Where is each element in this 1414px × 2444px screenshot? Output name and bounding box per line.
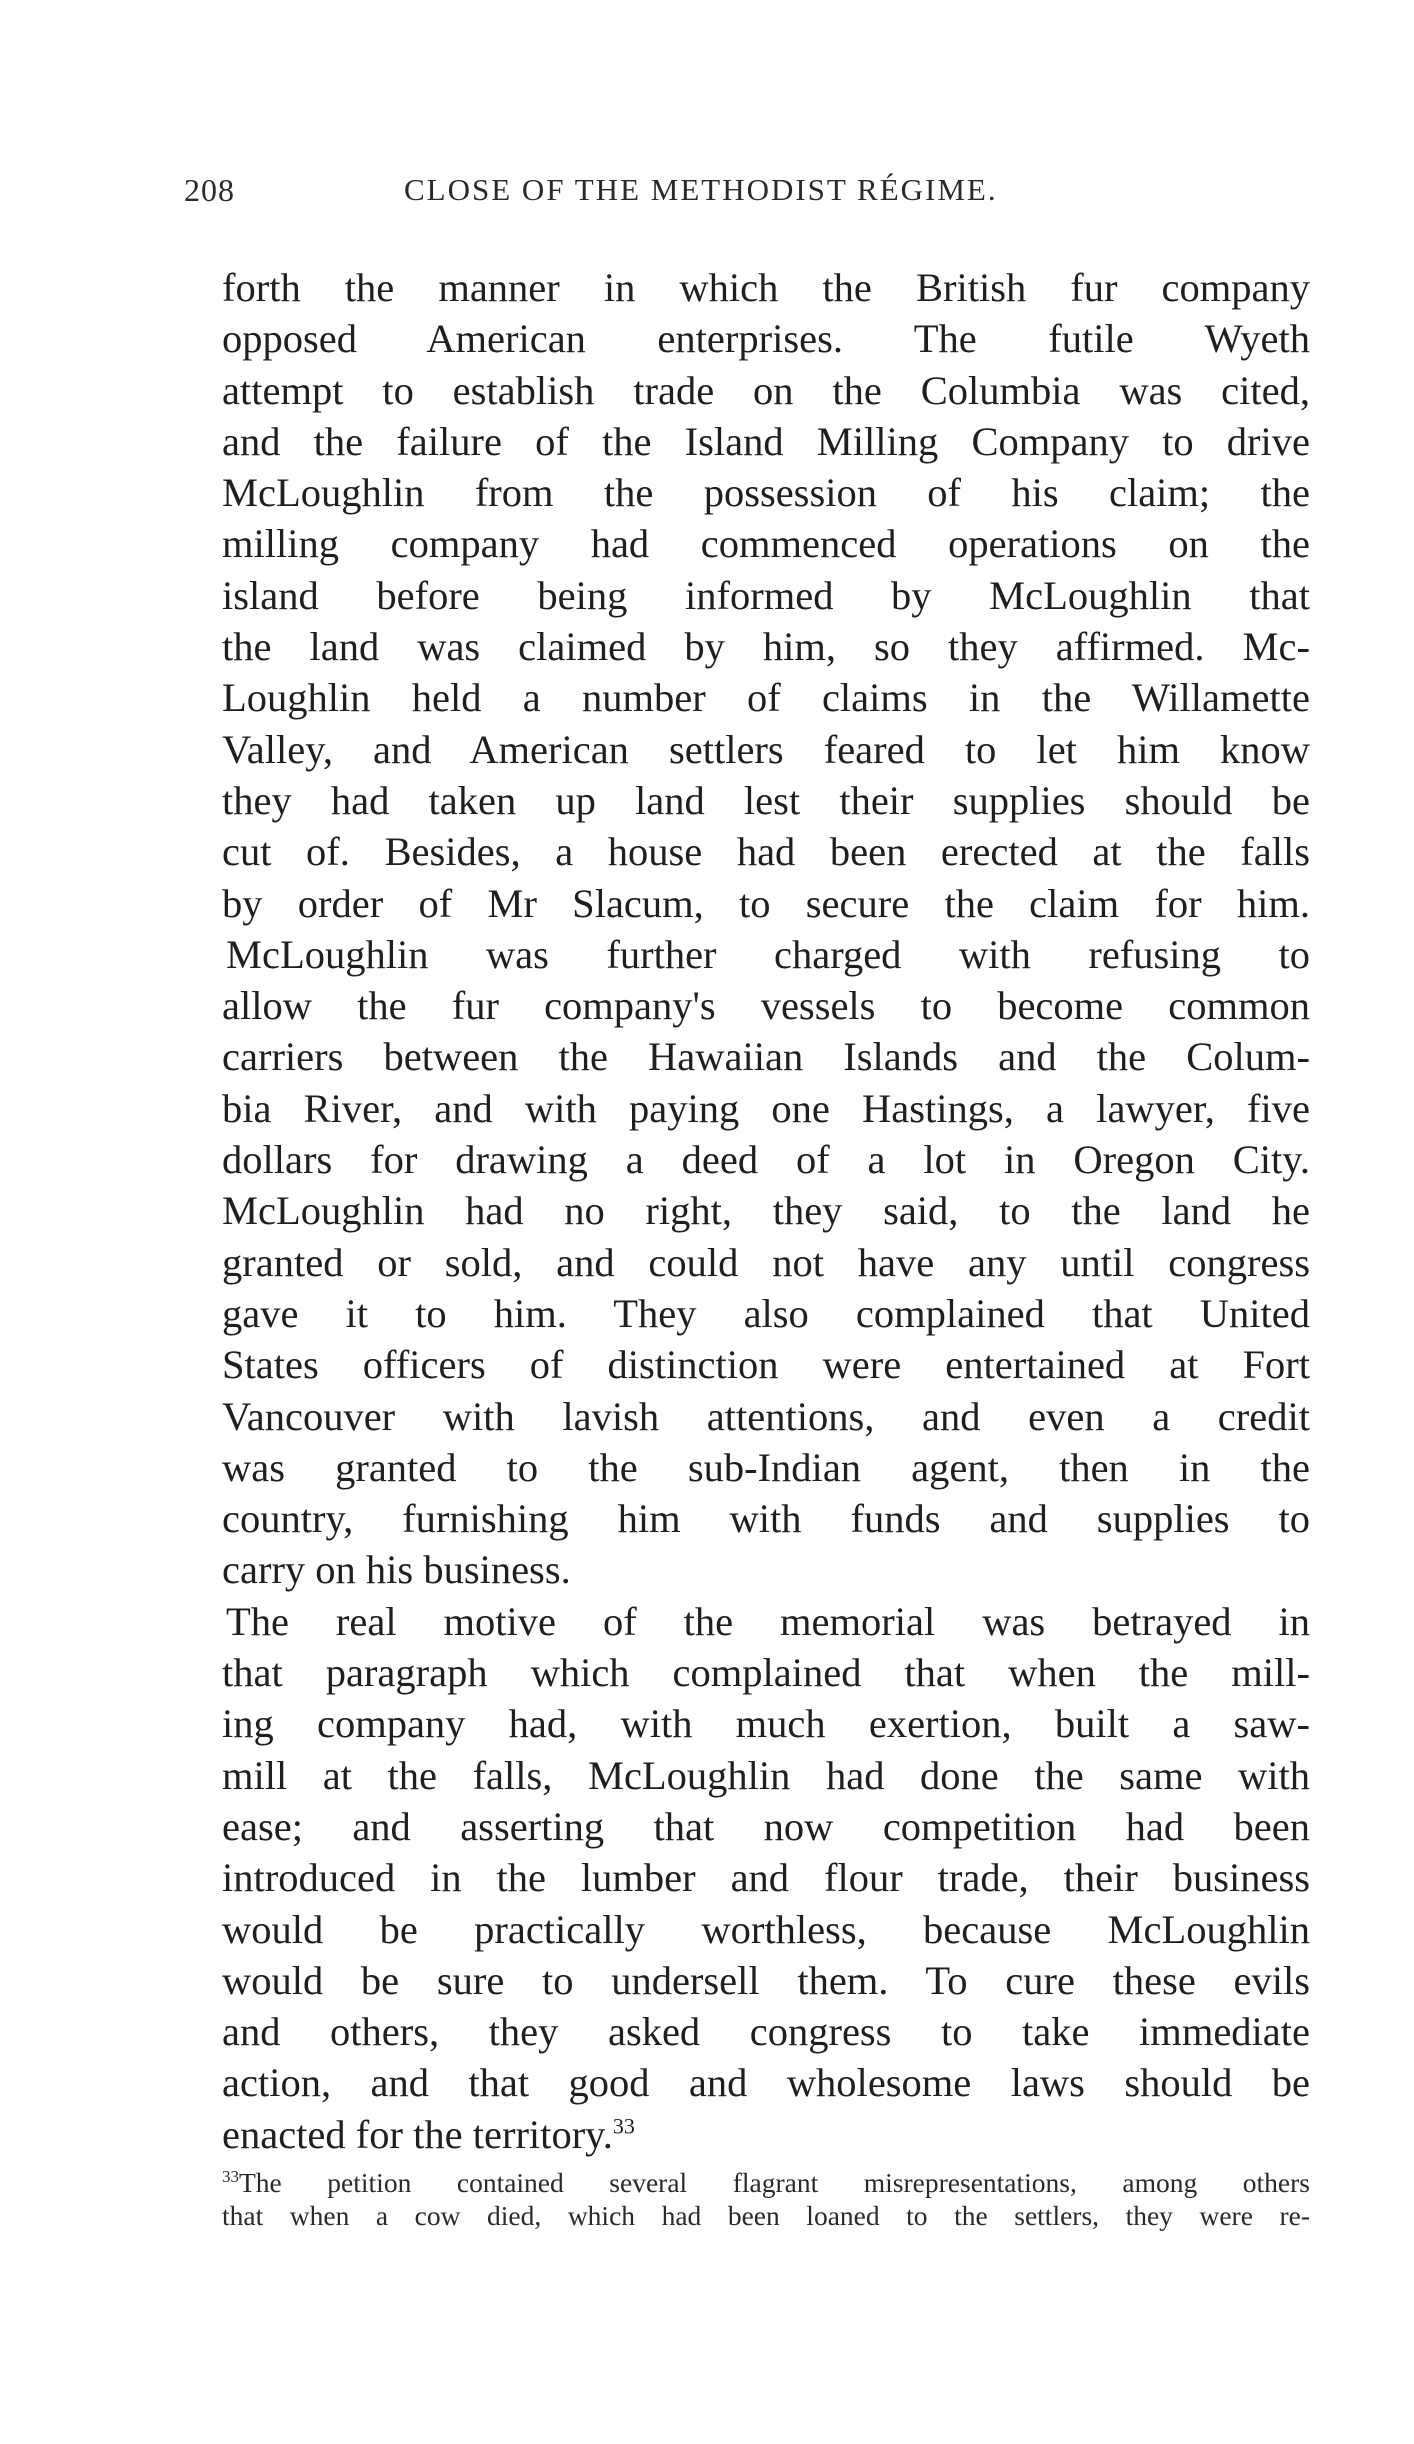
text-line: McLoughlin had no right, they said, to the land he: [222, 1188, 1310, 1234]
text-line: dollars for drawing a deed of a lot in Oregon City.: [222, 1137, 1310, 1183]
footnote-line: [222, 2166, 1310, 2199]
text-line: carry on his business.: [222, 1547, 571, 1593]
text-line: McLoughlin from the possession of his claim; the: [222, 470, 1310, 516]
text-line: The real motive of the memorial was betrayed in: [226, 1598, 1310, 1644]
text-line: attempt to establish trade on the Columbia was cited,: [222, 367, 1310, 413]
body-text: [222, 262, 1310, 2160]
text-line: the land was claimed by him, so they affirmed. Mc-: [222, 624, 1310, 670]
text-line: carriers between the Hawaiian Islands and the Colum-: [222, 1034, 1310, 1080]
text-line: opposed American enterprises. The futile Wyeth: [222, 316, 1310, 362]
text-line: granted or sold, and could not have any until congress: [222, 1239, 1310, 1285]
text-line: gave it to him. They also complained that United: [222, 1290, 1310, 1336]
text-line: milling company had commenced operations on the: [222, 521, 1310, 567]
text-line: that paragraph which complained that when the mill-: [222, 1650, 1310, 1696]
text-line: they had taken up land lest their supplies should be: [222, 777, 1310, 823]
text-line: ing company had, with much exertion, built a saw-: [222, 1701, 1310, 1747]
text-line: mill at the falls, McLoughlin had done the same with: [222, 1752, 1310, 1798]
text-line: cut of. Besides, a house had been erected at the falls: [222, 829, 1310, 875]
text-line: country, furnishing him with funds and supplies to: [222, 1496, 1310, 1542]
footnote-line: that when a cow died, which had been loaned to the settlers, they were re-: [222, 2200, 1310, 2231]
footnote: [222, 2166, 1310, 2232]
text-line: and the failure of the Island Milling Company to drive: [222, 418, 1310, 464]
text-line: would be practically worthless, because McLoughlin: [222, 1906, 1310, 1952]
page-number: 208: [184, 172, 235, 208]
text-line: States officers of distinction were entertained at Fort: [222, 1342, 1310, 1388]
text-line: Valley, and American settlers feared to let him know: [222, 726, 1310, 772]
text-line-with-footnote: [222, 2109, 1310, 2160]
footnote-number: 33: [222, 2166, 239, 2186]
text-line: Loughlin held a number of claims in the Willamette: [222, 675, 1310, 721]
text-line: action, and that good and wholesome laws should be: [222, 2060, 1310, 2106]
text-line: and others, they asked congress to take immediate: [222, 2009, 1310, 2055]
footnote-reference[interactable]: 33: [612, 2113, 635, 2139]
text-line: introduced in the lumber and flour trade, their business: [222, 1855, 1310, 1901]
text-line-content: enacted for the territory.: [222, 2111, 613, 2157]
text-line: Vancouver with lavish attentions, and even a credit: [222, 1393, 1310, 1439]
text-line: ease; and asserting that now competition had been: [222, 1803, 1310, 1849]
text-line: was granted to the sub-Indian agent, then in the: [222, 1444, 1310, 1490]
text-line: McLoughlin was further charged with refusing to: [226, 931, 1310, 977]
footnote-text: The petition contained several flagrant misrepresentations, among others: [239, 2167, 1310, 2198]
running-title: CLOSE OF THE METHODIST RÉGIME.: [404, 172, 998, 207]
text-line: forth the manner in which the British fur company: [222, 265, 1310, 310]
text-line: by order of Mr Slacum, to secure the claim for him.: [222, 880, 1310, 926]
text-line: bia River, and with paying one Hastings, a lawyer, five: [222, 1085, 1310, 1131]
running-head: [184, 172, 1304, 212]
text-line: would be sure to undersell them. To cure these evils: [222, 1957, 1310, 2003]
text-line: island before being informed by McLoughlin that: [222, 572, 1310, 618]
text-line: allow the fur company's vessels to become common: [222, 983, 1310, 1029]
